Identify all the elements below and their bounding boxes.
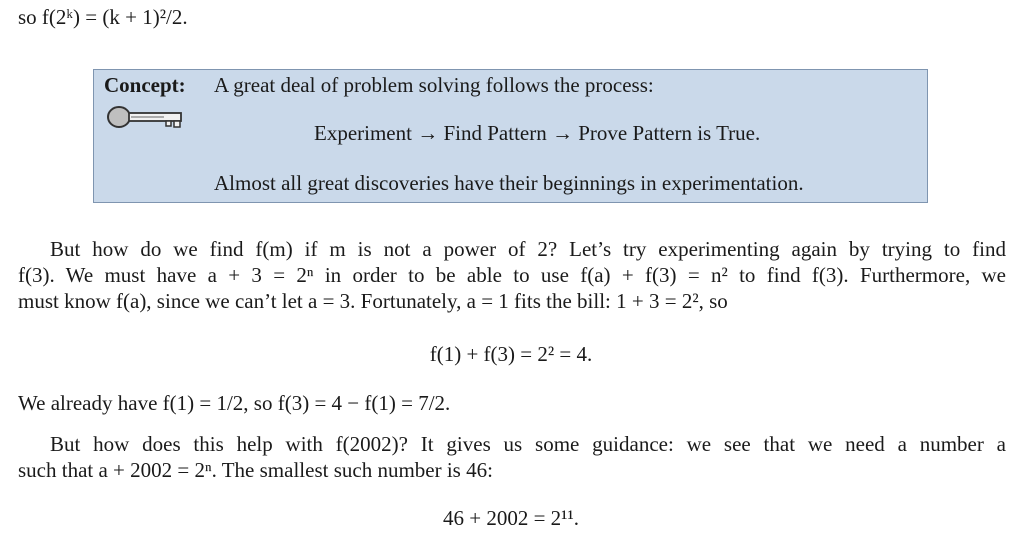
equation-1: f(1) + f(3) = 2² = 4.: [429, 342, 593, 366]
paragraph-1-line-1: But how do we find f(m) if m is not a power of 2? Let’s try experimenting again by trying to find: [50, 237, 1006, 261]
equation-2: 46 + 2002 = 2¹¹.: [442, 506, 580, 530]
concept-line-2: Experiment → Find Pattern → Prove Pattern is True.: [314, 121, 761, 145]
paragraph-3-line-2: such that a + 2002 = 2ⁿ. The smallest such number is 46:: [18, 458, 493, 482]
top-line: so f(2ᵏ) = (k + 1)²/2.: [18, 5, 188, 29]
paragraph-1: [18, 236, 1006, 314]
concept-line-1: A great deal of problem solving follows the process:: [214, 73, 654, 97]
concept-line-3: Almost all great discoveries have their beginnings in experimentation.: [214, 171, 804, 195]
paragraph-3: [18, 431, 1006, 483]
key-icon: [106, 104, 186, 130]
paragraph-2: We already have f(1) = 1/2, so f(3) = 4 − f(1) = 7/2.: [18, 391, 451, 415]
paragraph-1-line-2: f(3). We must have a + 3 = 2ⁿ in order to be able to use f(a) + f(3) = n² to find f(3). Furthermore, we: [18, 263, 1006, 287]
concept-box: [93, 69, 928, 203]
concept-label: Concept:: [104, 73, 186, 97]
paragraph-3-line-1: But how does this help with f(2002)? It gives us some guidance: we see that we need a number a: [50, 432, 1006, 456]
paragraph-1-line-3: must know f(a), since we can’t let a = 3. Fortunately, a = 1 fits the bill: 1 + 3 = 2², so: [18, 289, 728, 313]
